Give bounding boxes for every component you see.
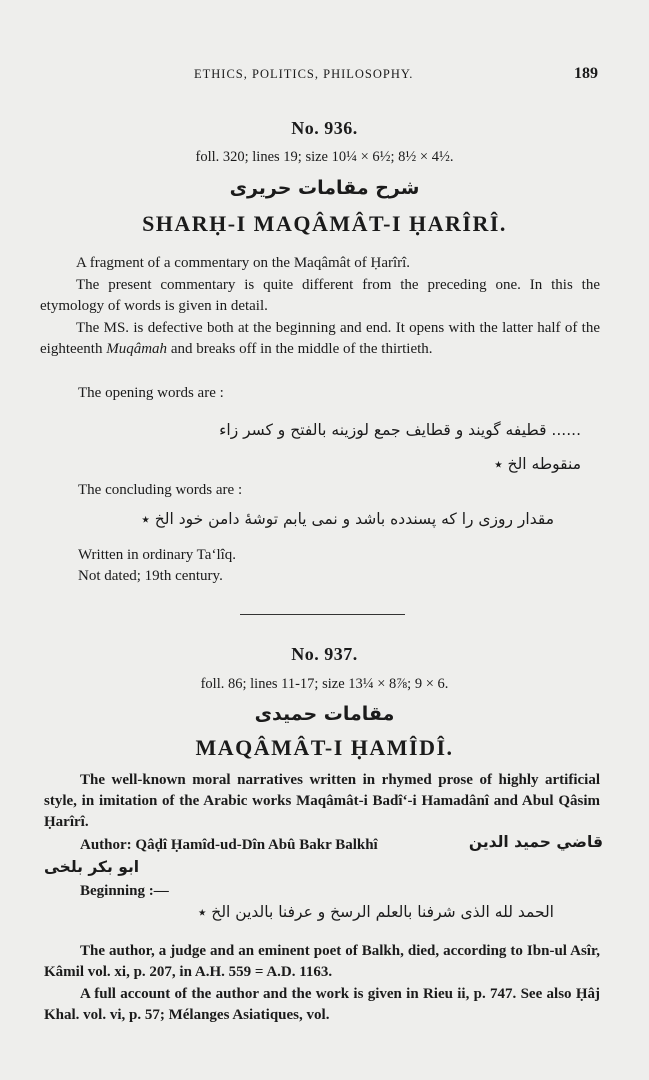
entry-937-author-arabic-2: ابو بکر بلخی [44, 858, 140, 876]
section-divider [240, 614, 405, 615]
entry-937-arabic-title: مقامات حمیدی [254, 703, 395, 725]
page-number: 189 [574, 65, 598, 82]
entry-936-para-2: The present commentary is quite different from the preceding one. In this the etymology of words is given in detail. [40, 277, 600, 314]
entry-937-collation: foll. 86; lines 11-17; size 13¼ × 8⅞; 9 × 6. [200, 676, 449, 692]
entry-936-opening-arabic-2: منقوطه الخ ٭ [494, 455, 581, 473]
entry-937-para-2: The author, a judge and an eminent poet of Balkh, died, according to Ibn-ul Asîr, Kâmil vol. xi, p. 207, in A.H. 559 = A.D. 1163. [44, 943, 600, 980]
entry-936-script: Written in ordinary Ta‘lîq. [78, 547, 237, 563]
entry-936-arabic-title: شرح مقامات حریری [229, 177, 420, 199]
entry-936-opening-arabic-1: ...... قطیفه گویند و قطایف جمع لوزینه بالفتح و کسر زاء [219, 421, 581, 439]
entry-937-para-1: The well-known moral narratives written in rhymed prose of highly artificial style, in imitation of the Arabic works Maqâmât-i Badî‘-i Hamadânî and Abul Qâsim Ḥarîrî. [44, 772, 600, 830]
entry-936-title: SHARḤ-I MAQÂMÂT-I ḤARÎRÎ. [142, 211, 507, 236]
entry-937-para-3: A full account of the author and the work is given in Rieu ii, p. 747. See also Ḥâj Khal. vol. vi, p. 57; Mélanges Asiatiques, vol. [44, 986, 600, 1023]
entry-937-author: Author: Qâḍî Ḥamîd-ud-Dîn Abû Bakr Balkhî [80, 837, 378, 853]
entry-937-title: MAQÂMÂT-I ḤAMÎDÎ. [195, 735, 454, 760]
entry-937-number: No. 937. [291, 644, 358, 664]
entry-936-concluding-label: The concluding words are : [78, 482, 243, 498]
entry-936-concluding-arabic: مقدار روزی را که پسندده باشد و نمی یابم توشهٔ دامن خود الخ ٭ [141, 510, 554, 528]
entry-936-number: No. 936. [291, 118, 358, 138]
running-title: ETHICS, POLITICS, PHILOSOPHY. [194, 67, 414, 81]
entry-936-opening-label: The opening words are : [78, 385, 224, 401]
entry-937-beginning-label: Beginning :— [80, 883, 169, 899]
entry-937-author-arabic-1: قاضي حمید الدین [468, 833, 603, 851]
entry-936-date: Not dated; 19th century. [78, 568, 223, 584]
entry-936-para-3: The MS. is defective both at the beginning and end. It opens with the latter half of the eighteenth Muqâmah and breaks off in the middle of the thirtieth. [40, 320, 600, 357]
entry-936-para-1: A fragment of a commentary on the Maqâmât of Ḥarîrî. [76, 255, 411, 271]
entry-937-beginning-arabic: الحمد لله الذی شرفنا بالعلم الرسخ و عرفنا بالدین الخ ٭ [197, 903, 554, 921]
entry-936-collation: foll. 320; lines 19; size 10¼ × 6½; 8½ × 4½. [195, 149, 454, 165]
